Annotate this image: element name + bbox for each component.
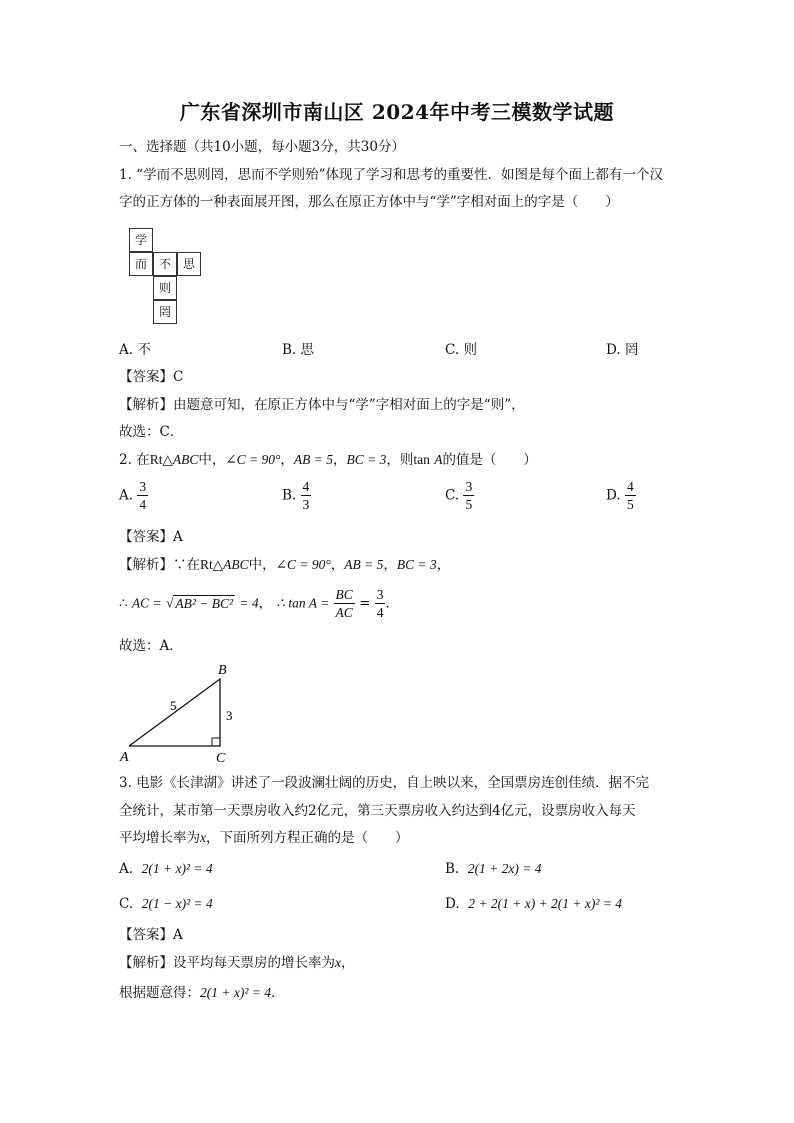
right-angle-mark — [212, 738, 220, 746]
fraction: $\frac{4}{3}$ — [302, 479, 310, 512]
q2-choice: 故选：A． — [119, 638, 183, 654]
page-title: 广东省深圳市南山区 2024年中考三模数学试题 — [179, 100, 615, 124]
net-cell-bu: 不 — [153, 252, 177, 276]
fraction: $\frac{4}{5}$ — [626, 479, 634, 512]
q3-answer: 【答案】A — [119, 927, 183, 943]
q3-option-b: B. 2(1 + 2x) = 4 — [445, 861, 542, 877]
q2-option-b: B. $\frac{4}{3}$ — [282, 479, 310, 512]
q3-line-2: 全统计，某市第一天票房收入约2亿元，第三天票房收入约达到4亿元，设票房收入每天 — [119, 803, 636, 819]
section-heading: 一、选择题（共10小题，每小题3分，共30分） — [119, 139, 405, 155]
q2-option-a: A. $\frac{3}{4}$ — [119, 479, 147, 512]
q1-choice: 故选：C． — [119, 424, 184, 440]
q3-option-a: A. 2(1 + x)² = 4 — [119, 861, 213, 877]
net-cell-wang: 罔 — [153, 300, 177, 324]
q1-answer: 【答案】C — [119, 369, 184, 385]
q3-option-d: D. 2 + 2(1 + x) + 2(1 + x)² = 4 — [445, 896, 623, 912]
vertex-a-label: A — [120, 750, 129, 765]
right-triangle-figure — [110, 660, 250, 770]
q3-option-c: C. 2(1 − x)² = 4 — [119, 896, 213, 912]
q2-stem: 2. 在Rt△ABC中，∠C = 90°，AB = 5，BC = 3，则tan A的值是（ ） — [119, 452, 537, 468]
side-bc-label: 3 — [226, 708, 233, 723]
q1-line-1: 1. “学而不思则罔，思而不学则殆”体现了学习和思考的重要性．如图是每个面上都有一个汉 — [119, 167, 663, 183]
q1-option-b: B. 思 — [282, 342, 315, 358]
q1-option-d: D. 罔 — [606, 342, 639, 358]
side-ab-label: 5 — [170, 698, 177, 713]
fraction: $\frac{BC}{AC}$ — [335, 587, 353, 620]
q2-explanation-line-2: ∴ AC = √ AB² − BC² = 4， ∴ tan A = $\frac{BC}{AC}$ = $\frac{3}{4}$ ． — [119, 587, 399, 620]
q3-line-1: 3. 电影《长津湖》讲述了一段波澜壮阔的历史，自上映以来，全国票房连创佳绩．据不完 — [119, 775, 650, 791]
net-cell-er: 而 — [129, 252, 153, 276]
q2-option-d: D. $\frac{4}{5}$ — [606, 479, 634, 512]
q2-explanation-line-1: 【解析】∵在Rt△ABC中，∠C = 90°，AB = 5，BC = 3， — [119, 557, 451, 573]
vertex-b-label: B — [218, 663, 227, 678]
fraction: $\frac{3}{4}$ — [139, 479, 147, 512]
q1-explanation: 【解析】由题意可知，在原正方体中与“学”字相对面上的字是“则”， — [119, 397, 525, 413]
q2-answer: 【答案】A — [119, 529, 183, 545]
q1-option-c: C. 则 — [445, 342, 477, 358]
fraction: $\frac{3}{4}$ — [376, 587, 384, 620]
q2-option-c: C. $\frac{3}{5}$ — [445, 479, 473, 512]
q3-line-3: 平均增长率为x，下面所列方程正确的是（ ） — [119, 830, 409, 846]
net-cell-ze: 则 — [153, 276, 177, 300]
q3-explanation: 【解析】设平均每天票房的增长率为x， — [119, 955, 355, 971]
vertex-c-label: C — [216, 751, 226, 766]
q1-line-2: 字的正方体的一种表面展开图，那么在原正方体中与“学”字相对面上的字是（ ） — [119, 194, 619, 210]
fraction: $\frac{3}{5}$ — [465, 479, 473, 512]
net-cell-xue: 学 — [129, 228, 153, 252]
net-cell-si: 思 — [177, 252, 201, 276]
q3-equation-line: 根据题意得：2(1 + x)² = 4． — [119, 985, 285, 1001]
q1-option-a: A. 不 — [119, 342, 151, 358]
